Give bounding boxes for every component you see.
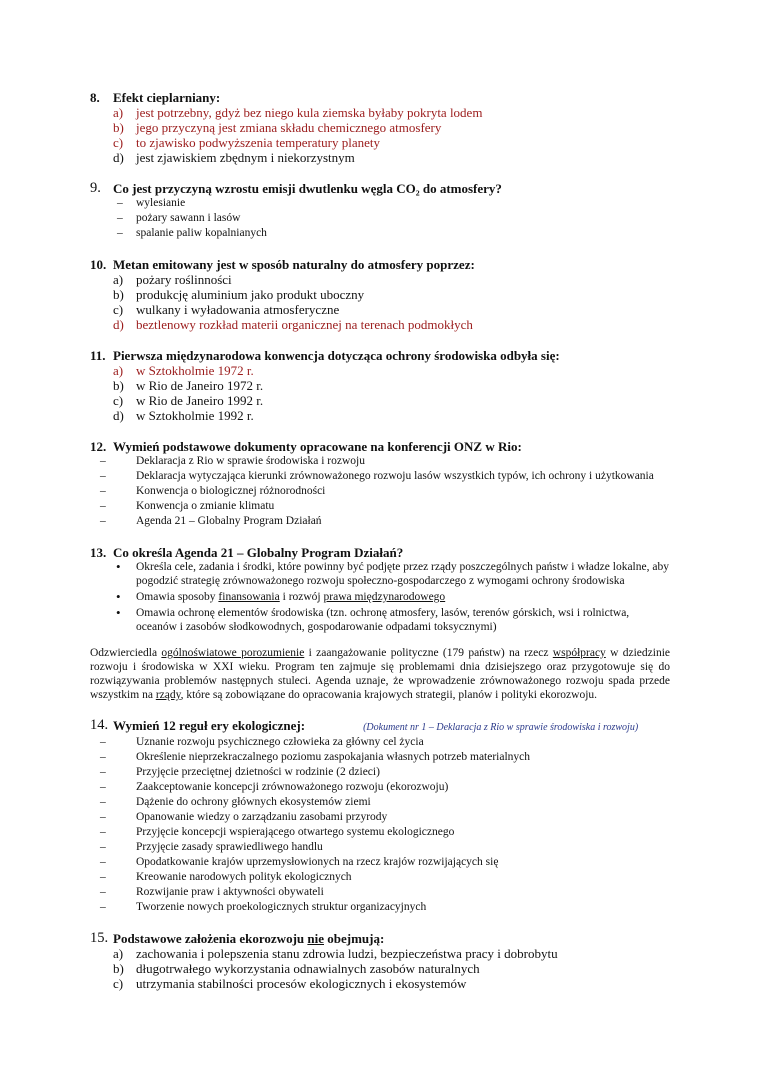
list-marker: d) — [113, 408, 124, 423]
underlined-text: nie — [307, 931, 324, 946]
list-marker: – — [100, 886, 106, 898]
list-item — [90, 765, 670, 780]
list-item — [90, 150, 670, 165]
question-heading — [90, 931, 670, 946]
list-marker: d) — [113, 317, 124, 332]
list-item-text: Opodatkowanie krajów uprzemysłowionych na rzecz krajów rozwijających się — [136, 856, 499, 868]
list-item-text: Deklaracja wytyczająca kierunki zrównoważonego rozwoju lasów wszystkich typów, ich ochrony i użytkowania — [136, 470, 654, 482]
question-section — [90, 181, 670, 241]
question-title: Co określa Agenda 21 – Globalny Program Działań? — [113, 545, 404, 560]
question-number: 10. — [90, 257, 107, 272]
text-segment: w dziedzinie rozwoju i środowiska w XXI wieku. Program ten zajmuje się problemami dnia dzisiejszego oraz przygotowuje się do rozwiązywania problemów następnych stuleci. Agenda uznaje, że wprowadzenie zrównoważonego rozwoju spada przede wszystkim na — [90, 647, 671, 701]
list-item — [90, 590, 670, 604]
list-item — [90, 135, 670, 150]
text-segment: Odzwierciedla — [90, 647, 162, 659]
list-marker: – — [100, 871, 106, 883]
list-item-text: pożary sawann i lasów — [136, 212, 241, 224]
list-item-text: spalanie paliw kopalnianych — [136, 227, 267, 239]
question-section — [90, 257, 670, 332]
list-item — [90, 840, 670, 855]
question-number: 13. — [90, 545, 107, 560]
list-item-text: jest zjawiskiem zbędnym i niekorzystnym — [136, 150, 355, 165]
list-item — [90, 606, 670, 634]
list-item — [90, 825, 670, 840]
list-marker: b) — [113, 120, 124, 135]
question-number: 14. — [90, 717, 109, 733]
list-item-text: zachowania i polepszenia stanu zdrowia ludzi, bezpieczeństwa pracy i dobrobytu — [136, 946, 558, 961]
text-segment: obejmują: — [324, 931, 385, 946]
question-title: Wymień 12 reguł ery ekologicznej: — [113, 718, 306, 733]
list-marker: c) — [113, 393, 124, 408]
list-marker: d) — [113, 150, 124, 165]
list-item-text: pożary roślinności — [136, 272, 232, 287]
list-item-text: wulkany i wyładowania atmosferyczne — [136, 302, 340, 317]
text-segment: i zaangażowanie polityczne (179 państw) na rzecz — [304, 647, 553, 659]
list-item — [90, 408, 670, 423]
list-item — [90, 560, 670, 588]
list-item-text: długotrwałego wykorzystania odnawialnych zasobów naturalnych — [136, 961, 480, 976]
text-segment: Podstawowe założenia ekorozwoju — [113, 931, 308, 946]
list-item-text: Uznanie rozwoju psychicznego człowieka za główny cel życia — [136, 736, 424, 748]
question-heading — [90, 718, 670, 735]
list-marker: a) — [113, 946, 124, 961]
list-item-text: w Rio de Janeiro 1992 r. — [136, 393, 264, 408]
list-item — [90, 900, 670, 915]
underlined-text: rządy — [155, 689, 181, 701]
list-marker: – — [100, 751, 106, 763]
list-item — [90, 885, 670, 900]
list-item — [90, 484, 670, 499]
list-item-text: wylesianie — [136, 197, 186, 209]
list-marker: c) — [113, 302, 124, 317]
question-number: 12. — [90, 439, 107, 454]
paragraph — [90, 646, 670, 702]
question-heading — [90, 181, 670, 196]
text-segment: , które są zobowiązane do opracowania krajowych strategii, planów i polityki ekorozwoju. — [180, 689, 598, 701]
list-marker: b) — [113, 287, 124, 302]
question-title: Efekt cieplarniany: — [113, 90, 221, 105]
list-item — [90, 196, 670, 211]
list-marker: – — [100, 736, 106, 748]
list-item — [90, 961, 670, 976]
list-marker: c) — [113, 976, 124, 991]
list-item — [90, 317, 670, 332]
list-marker: – — [100, 826, 106, 838]
list-item — [90, 780, 670, 795]
list-item-text: Dążenie do ochrony głównych ekosystemów ziemi — [136, 796, 371, 808]
list-marker: – — [100, 455, 106, 467]
list-item — [90, 735, 670, 750]
question-number: 11. — [90, 348, 106, 363]
list-marker: – — [100, 515, 106, 527]
list-item — [90, 976, 670, 991]
list-marker: – — [117, 212, 123, 224]
question-heading — [90, 439, 670, 454]
list-item — [90, 469, 670, 484]
question-title: Wymień podstawowe dokumenty opracowane na konferencji ONZ w Rio: — [113, 439, 522, 454]
list-item — [90, 514, 670, 529]
list-item — [90, 855, 670, 870]
list-item-text: produkcję aluminium jako produkt uboczny — [136, 287, 365, 302]
list-item — [90, 287, 670, 302]
list-item-text: beztlenowy rozkład materii organicznej na terenach podmokłych — [136, 317, 473, 332]
list-item-text: Agenda 21 – Globalny Program Działań — [136, 515, 322, 527]
list-item — [90, 378, 670, 393]
list-item-text: utrzymania stabilności procesów ekologicznych i ekosystemów — [136, 976, 467, 991]
list-item — [90, 795, 670, 810]
list-item-text: Przyjęcie przeciętnej dzietności w rodzinie (2 dzieci) — [136, 766, 380, 778]
question-heading — [90, 348, 670, 363]
list-item-text: Określenie nieprzekraczalnego poziomu zaspokajania własnych potrzeb materialnych — [136, 751, 531, 763]
question-number: 15. — [90, 930, 109, 946]
question-number: 9. — [90, 180, 101, 196]
list-item — [90, 105, 670, 120]
list-item — [90, 120, 670, 135]
list-marker: • — [116, 589, 121, 604]
list-item — [90, 272, 670, 287]
underlined-text: ogólnoświatowe porozumienie — [161, 647, 305, 659]
source-note: (Dokument nr 1 – Deklaracja z Rio w sprawie środowiska i rozwoju) — [363, 722, 639, 733]
list-marker: – — [117, 227, 123, 239]
list-marker: • — [116, 559, 121, 574]
list-marker: – — [100, 500, 106, 512]
list-marker: – — [100, 796, 106, 808]
question-section — [90, 348, 670, 423]
list-item — [90, 750, 670, 765]
text-segment: Omawia ochronę elementów środowiska (tzn. ochronę atmosfery, lasów, terenów górskich, wsi i rolnictwa, oceanów i zasobów słodkowodnych, gospodarowanie odpadami toksycznymi) — [136, 607, 630, 633]
list-item — [90, 211, 670, 226]
list-item — [90, 870, 670, 885]
list-marker: c) — [113, 135, 124, 150]
list-item — [90, 302, 670, 317]
list-item-text: w Sztokholmie 1972 r. — [136, 363, 254, 378]
question-section — [90, 545, 670, 702]
list-item-text: Konwencja o biologicznej różnorodności — [136, 485, 326, 497]
list-item-text: Opanowanie wiedzy o zarządzaniu zasobami przyrody — [136, 811, 388, 823]
list-marker: b) — [113, 378, 124, 393]
text-segment: Omawia sposoby — [136, 591, 219, 603]
list-marker: – — [100, 901, 106, 913]
list-marker: a) — [113, 363, 124, 378]
list-item-text: to zjawisko podwyższenia temperatury planety — [136, 135, 381, 150]
list-item-text: Przyjęcie zasady sprawiedliwego handlu — [136, 841, 323, 853]
underlined-text: prawa międzynarodowego — [323, 591, 446, 603]
underlined-text: finansowania — [218, 591, 280, 603]
list-marker: – — [100, 781, 106, 793]
question-section — [90, 718, 670, 915]
list-item-text: Konwencja o zmianie klimatu — [136, 500, 275, 512]
list-item-text: Rozwijanie praw i aktywności obywateli — [136, 886, 324, 898]
list-item — [90, 363, 670, 378]
document-page — [90, 90, 670, 991]
list-item-text: Deklaracja z Rio w sprawie środowiska i rozwoju — [136, 455, 365, 467]
question-title: Co jest przyczyną wzrostu emisji dwutlenku węgla CO₂ do atmosfery? — [113, 181, 502, 196]
list-marker: a) — [113, 272, 124, 287]
list-item-text: w Sztokholmie 1992 r. — [136, 408, 254, 423]
list-item-text: w Rio de Janeiro 1972 r. — [136, 378, 264, 393]
question-title: Metan emitowany jest w sposób naturalny do atmosfery poprzez: — [113, 257, 475, 272]
underlined-text: współpracy — [552, 647, 606, 659]
list-item — [90, 810, 670, 825]
list-marker: – — [100, 856, 106, 868]
text-segment: Określa cele, zadania i środki, które powinny być podjęte przez rządy poszczególnych państw i władze lokalne, aby pogodzić strategię zrównoważonego rozwoju społeczno-gospodarczego z wymogami ochrony środowiska — [136, 561, 669, 587]
list-marker: – — [100, 766, 106, 778]
question-number: 8. — [90, 90, 100, 105]
list-item-text: Kreowanie narodowych polityk ekologicznych — [136, 871, 352, 883]
list-item-text: Tworzenie nowych proekologicznych struktur organizacyjnych — [136, 901, 427, 913]
list-item — [90, 454, 670, 469]
list-item-text: jego przyczyną jest zmiana składu chemicznego atmosfery — [136, 120, 442, 135]
question-section — [90, 931, 670, 991]
list-marker: b) — [113, 961, 124, 976]
list-marker: – — [100, 841, 106, 853]
list-item — [90, 393, 670, 408]
list-item-text: Zaakceptowanie koncepcji zrównoważonego rozwoju (ekorozwoju) — [136, 781, 449, 793]
list-marker: • — [116, 605, 121, 620]
question-heading — [90, 545, 670, 560]
list-item — [90, 499, 670, 514]
list-item-text: Przyjęcie koncepcji wspierającego otwartego systemu ekologicznego — [136, 826, 455, 838]
list-item-text: jest potrzebny, gdyż bez niego kula ziemska byłaby pokryta lodem — [136, 105, 483, 120]
text-segment: i rozwój — [279, 591, 324, 603]
list-marker: – — [100, 470, 106, 482]
question-heading — [90, 90, 670, 105]
question-section — [90, 439, 670, 529]
list-marker: – — [100, 485, 106, 497]
list-marker: a) — [113, 105, 124, 120]
list-item — [90, 226, 670, 241]
question-heading — [90, 257, 670, 272]
question-section — [90, 90, 670, 165]
question-title: Pierwsza międzynarodowa konwencja dotycząca ochrony środowiska odbyła się: — [113, 348, 560, 363]
list-marker: – — [117, 197, 123, 209]
list-marker: – — [100, 811, 106, 823]
list-item — [90, 946, 670, 961]
